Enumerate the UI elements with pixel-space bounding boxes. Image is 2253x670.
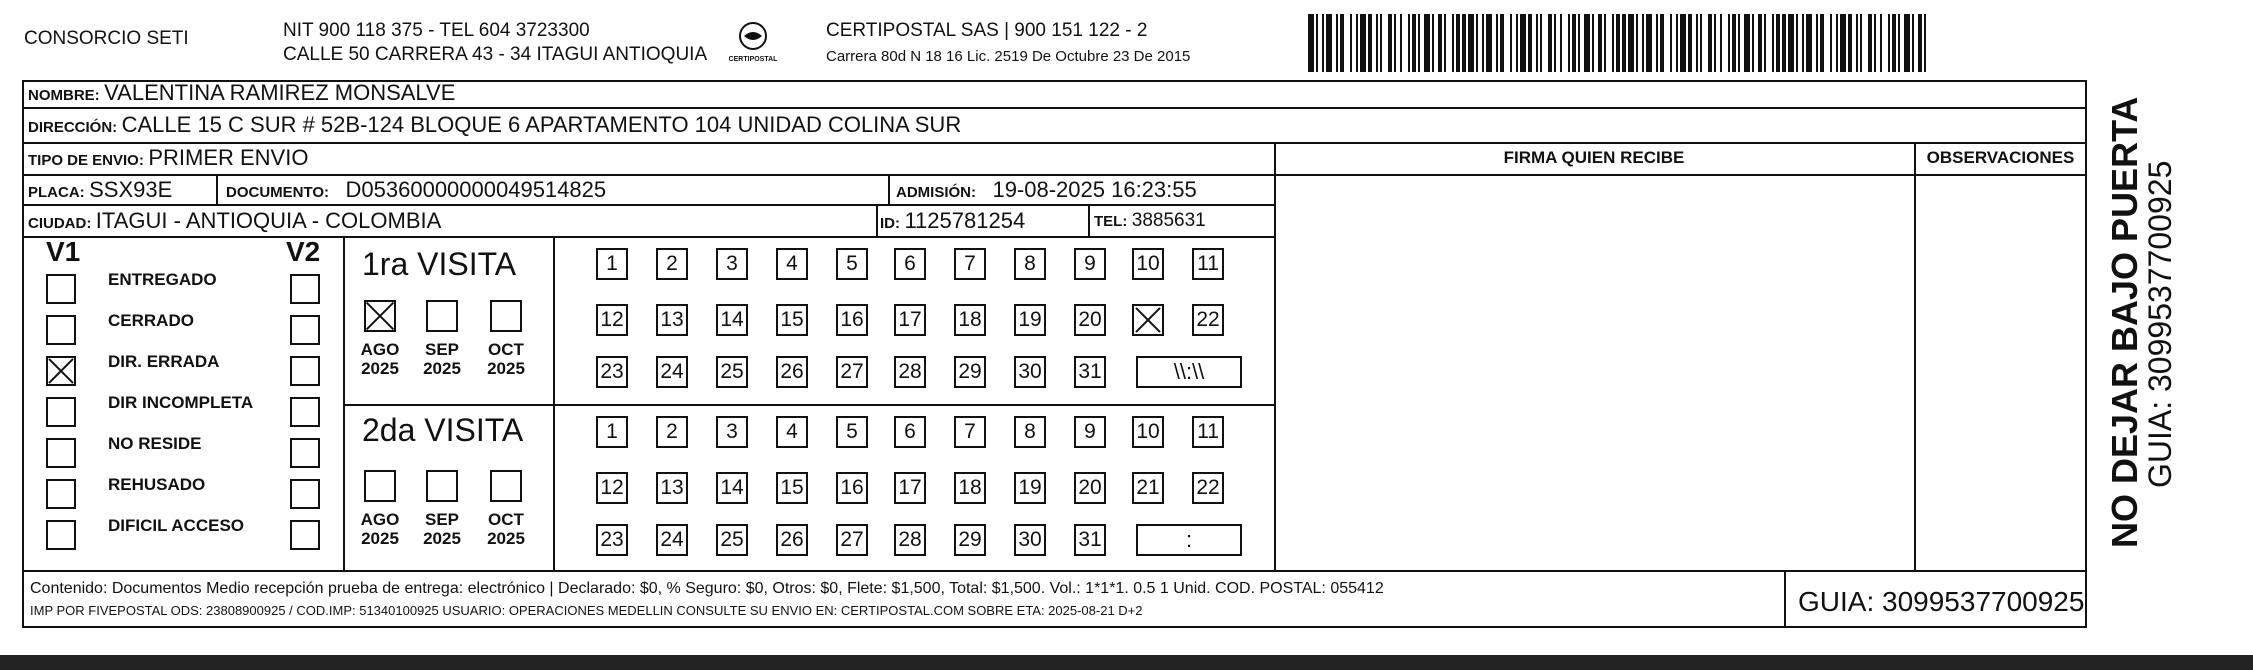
day-box[interactable]: 27 <box>836 356 868 388</box>
day-box[interactable]: 22 <box>1192 304 1224 336</box>
day-box[interactable]: 7 <box>954 248 986 280</box>
day-box[interactable]: 27 <box>836 524 868 556</box>
day-box[interactable]: 14 <box>716 304 748 336</box>
day-box[interactable]: 31 <box>1074 524 1106 556</box>
day-box[interactable]: 22 <box>1192 472 1224 504</box>
month-label <box>481 510 531 548</box>
day-box[interactable]: 12 <box>596 472 628 504</box>
day-box[interactable]: 8 <box>1014 248 1046 280</box>
nombre-label: NOMBRE: <box>28 87 100 104</box>
day-box[interactable]: 25 <box>716 524 748 556</box>
month-checkbox[interactable] <box>490 300 522 332</box>
admision-row <box>896 177 1197 206</box>
nombre-row <box>28 80 455 109</box>
day-box[interactable]: 2 <box>656 416 688 448</box>
day-box[interactable]: 17 <box>894 304 926 336</box>
day-box[interactable]: 6 <box>894 248 926 280</box>
day-box[interactable]: 13 <box>656 472 688 504</box>
day-box[interactable]: 7 <box>954 416 986 448</box>
day-box[interactable]: 23 <box>596 356 628 388</box>
reason-label: NO RESIDE <box>108 434 202 453</box>
side-warning: NO DEJAR BAJO PUERTA <box>2104 96 2145 548</box>
day-box[interactable]: 28 <box>894 356 926 388</box>
company-address: CALLE 50 CARRERA 43 - 34 ITAGUI ANTIOQUIA <box>283 44 708 65</box>
v2-checkbox[interactable] <box>290 274 320 304</box>
id-label: ID: <box>880 215 900 232</box>
direccion-value: CALLE 15 C SUR # 52B-124 BLOQUE 6 APARTAMENTO 104 UNIDAD COLINA SUR <box>121 112 962 137</box>
day-box[interactable]: 4 <box>776 416 808 448</box>
month-label <box>417 510 467 548</box>
day-box[interactable]: 18 <box>954 472 986 504</box>
v2-checkbox[interactable] <box>290 356 320 386</box>
placa-value: SSX93E <box>89 177 173 202</box>
v1-checkbox[interactable] <box>46 520 76 550</box>
side-guia: GUIA: 3099537700925 <box>2142 160 2178 488</box>
v1-checkbox[interactable] <box>46 274 76 304</box>
day-box[interactable]: 26 <box>776 356 808 388</box>
v2-checkbox[interactable] <box>290 479 320 509</box>
month-label <box>355 510 405 548</box>
month-year: 2025 <box>487 359 525 378</box>
placa-label: PLACA: <box>28 184 85 201</box>
day-box[interactable]: 6 <box>894 416 926 448</box>
bottom-edge <box>0 655 2253 670</box>
documento-label: DOCUMENTO: <box>226 184 330 201</box>
month-name: SEP <box>424 510 460 529</box>
tel-row <box>1094 208 1206 235</box>
day-box[interactable]: 24 <box>656 524 688 556</box>
v1-checkbox[interactable] <box>46 356 76 386</box>
month-year: 2025 <box>361 359 399 378</box>
reason-label: DIR INCOMPLETA <box>108 393 254 412</box>
direccion-row <box>28 112 961 141</box>
month-name: AGO <box>360 340 400 359</box>
day-box[interactable]: 3 <box>716 416 748 448</box>
v1-checkbox[interactable] <box>46 479 76 509</box>
time-field[interactable]: \\:\\ <box>1136 356 1242 388</box>
imp-text: IMP POR FIVEPOSTAL ODS: 23808900925 / COD.IMP: 51340100925 USUARIO: OPERACIONES MEDELLIN CONSULTE SU ENVIO EN: CERTIPOSTAL.COM SOBRE ETA: 2025-08-21 D+2 <box>30 603 1143 618</box>
day-box[interactable]: 15 <box>776 472 808 504</box>
day-box[interactable]: 17 <box>894 472 926 504</box>
certipostal-line: CERTIPOSTAL SAS | 900 151 122 - 2 <box>826 20 1148 41</box>
v1-checkbox[interactable] <box>46 438 76 468</box>
month-label <box>481 340 531 378</box>
day-box[interactable]: 8 <box>1014 416 1046 448</box>
month-checkbox[interactable] <box>490 470 522 502</box>
day-box[interactable]: 11 <box>1192 248 1224 280</box>
company-name: CONSORCIO SETI <box>24 28 189 49</box>
v2-checkbox[interactable] <box>290 520 320 550</box>
reason-label: DIR. ERRADA <box>108 352 220 371</box>
nit-line: NIT 900 118 375 - TEL 604 3723300 <box>283 20 590 41</box>
day-box[interactable]: 10 <box>1132 416 1164 448</box>
day-box[interactable]: 4 <box>776 248 808 280</box>
day-box[interactable]: 26 <box>776 524 808 556</box>
certipostal-logo <box>728 18 778 68</box>
placa-row <box>28 177 172 206</box>
tipo-label: TIPO DE ENVIO: <box>28 152 144 169</box>
reason-label: ENTREGADO <box>108 270 217 289</box>
license-line: Carrera 80d N 18 16 Lic. 2519 De Octubre 23 De 2015 <box>826 48 1191 65</box>
month-label <box>355 340 405 378</box>
day-box[interactable]: 24 <box>656 356 688 388</box>
month-name: AGO <box>360 510 400 529</box>
month-checkbox[interactable] <box>364 300 396 332</box>
logo-text: CERTIPOSTAL <box>728 56 778 63</box>
day-box[interactable]: 5 <box>836 248 868 280</box>
v1-checkbox[interactable] <box>46 315 76 345</box>
reason-label: REHUSADO <box>108 475 206 494</box>
ciudad-label: CIUDAD: <box>28 215 92 232</box>
day-box[interactable]: 2 <box>656 248 688 280</box>
month-checkbox[interactable] <box>426 300 458 332</box>
signature-area[interactable] <box>1276 176 1912 568</box>
tel-label: TEL: <box>1094 213 1128 230</box>
observaciones-header: OBSERVACIONES <box>1926 148 2075 167</box>
reason-label: CERRADO <box>108 311 194 330</box>
id-row <box>880 208 1025 237</box>
reason-label: DIFICIL ACCESO <box>108 516 245 535</box>
contenido-text: Contenido: Documentos Medio recepción prueba de entrega: electrónico | Declarado: $0, % Seguro: $0, Otros: $0, Flete: $1,500, Total: $1,500. Vol.: 1*1*1. 0.5 1 Unid. COD. POSTAL: 055412 <box>30 580 1384 597</box>
day-box[interactable]: 20 <box>1074 472 1106 504</box>
day-box[interactable]: 29 <box>954 524 986 556</box>
month-year: 2025 <box>423 359 461 378</box>
month-name: SEP <box>424 340 460 359</box>
month-name: OCT <box>488 340 524 359</box>
day-box[interactable]: 31 <box>1074 356 1106 388</box>
day-box[interactable]: 9 <box>1074 248 1106 280</box>
day-box[interactable]: 9 <box>1074 416 1106 448</box>
day-box[interactable]: 29 <box>954 356 986 388</box>
documento-value: D05360000000049514825 <box>345 177 607 202</box>
admision-label: ADMISIÓN: <box>896 184 976 201</box>
v1-checkbox[interactable] <box>46 397 76 427</box>
day-box[interactable]: 12 <box>596 304 628 336</box>
day-box[interactable]: 14 <box>716 472 748 504</box>
day-box[interactable]: 18 <box>954 304 986 336</box>
day-box[interactable]: 16 <box>836 472 868 504</box>
tipo-value: PRIMER ENVIO <box>148 145 309 170</box>
day-box[interactable]: 19 <box>1014 304 1046 336</box>
day-box[interactable]: 11 <box>1192 416 1224 448</box>
v2-label: V2 <box>286 236 321 267</box>
admision-value: 19-08-2025 16:23:55 <box>992 177 1197 202</box>
month-year: 2025 <box>361 529 399 548</box>
day-box[interactable]: 28 <box>894 524 926 556</box>
day-box[interactable]: 25 <box>716 356 748 388</box>
ciudad-value: ITAGUI - ANTIOQUIA - COLOMBIA <box>95 208 442 233</box>
v1-label: V1 <box>46 236 81 267</box>
day-box[interactable]: 15 <box>776 304 808 336</box>
time-field[interactable]: : <box>1136 524 1242 556</box>
day-box[interactable]: 30 <box>1014 524 1046 556</box>
month-label <box>417 340 467 378</box>
month-year: 2025 <box>487 529 525 548</box>
ciudad-row <box>28 208 441 237</box>
day-box[interactable]: 1 <box>596 416 628 448</box>
day-box[interactable]: 21 <box>1132 472 1164 504</box>
nombre-value: VALENTINA RAMIREZ MONSALVE <box>104 80 456 105</box>
day-box[interactable]: 3 <box>716 248 748 280</box>
month-checkbox[interactable] <box>426 470 458 502</box>
day-box[interactable]: 5 <box>836 416 868 448</box>
day-box[interactable]: 16 <box>836 304 868 336</box>
day-box[interactable]: 10 <box>1132 248 1164 280</box>
direccion-label: DIRECCIÓN: <box>28 119 118 136</box>
visit1-title: 1ra VISITA <box>362 246 517 282</box>
month-checkbox[interactable] <box>364 470 396 502</box>
barcode-bar <box>1926 14 1932 72</box>
visit2-title: 2da VISITA <box>362 412 524 448</box>
firma-header: FIRMA QUIEN RECIBE <box>1503 148 1685 167</box>
documento-row <box>226 177 606 206</box>
barcode <box>1308 14 1938 72</box>
day-box[interactable]: 13 <box>656 304 688 336</box>
v2-checkbox[interactable] <box>290 315 320 345</box>
tel-value: 3885631 <box>1131 210 1206 231</box>
day-box[interactable]: 1 <box>596 248 628 280</box>
day-box[interactable] <box>1132 304 1164 336</box>
observations-area[interactable] <box>1916 176 2085 568</box>
v2-checkbox[interactable] <box>290 438 320 468</box>
day-box[interactable]: 20 <box>1074 304 1106 336</box>
day-box[interactable]: 19 <box>1014 472 1046 504</box>
month-year: 2025 <box>423 529 461 548</box>
guia-footer: GUIA: 3099537700925 <box>1798 586 2085 617</box>
day-box[interactable]: 23 <box>596 524 628 556</box>
v2-checkbox[interactable] <box>290 397 320 427</box>
id-value: 1125781254 <box>904 208 1026 233</box>
day-box[interactable]: 30 <box>1014 356 1046 388</box>
month-name: OCT <box>488 510 524 529</box>
tipo-row <box>28 145 308 174</box>
